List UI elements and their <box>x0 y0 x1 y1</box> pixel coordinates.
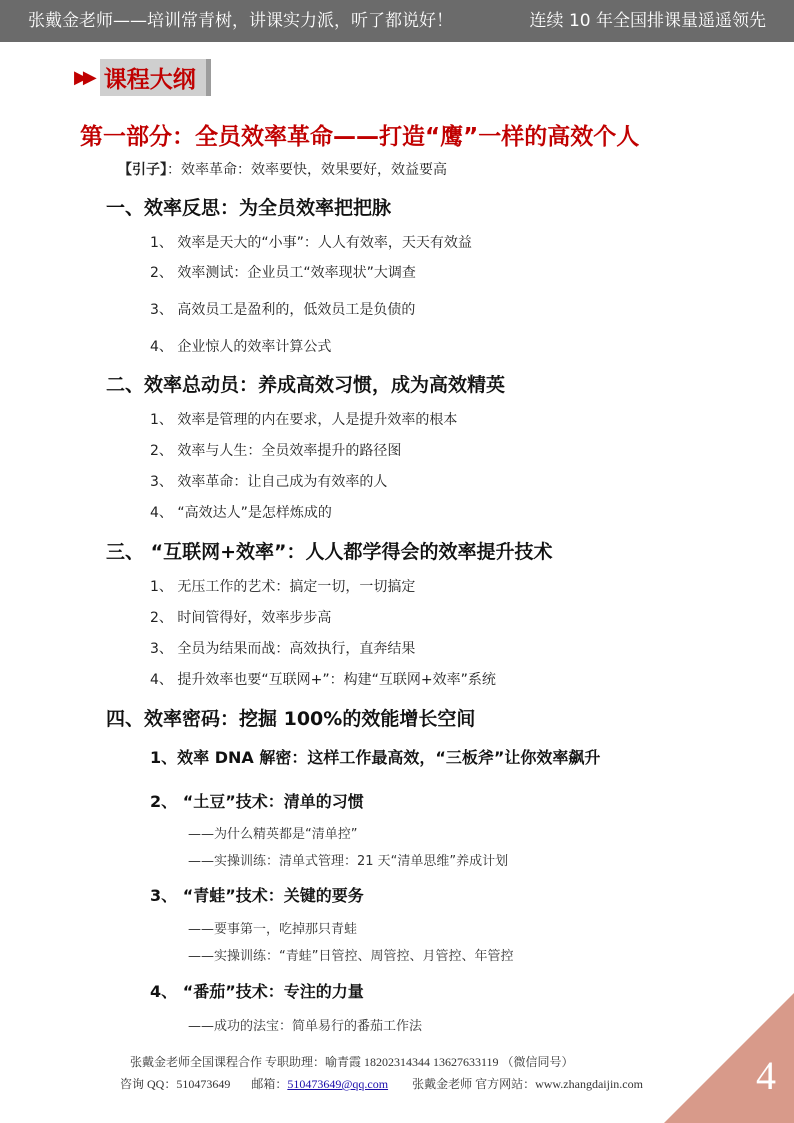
footer-info-line <box>120 1075 643 1092</box>
part-title: 第一部分：全员效率革命——打造“鹰”一样的高效个人 <box>80 124 640 150</box>
list-item: 3、 高效员工是盈利的，低效员工是负债的 <box>150 302 416 318</box>
top-banner <box>0 0 794 42</box>
dash-item: ——实操训练：“青蛙”日管控、周管控、月管控、年管控 <box>188 949 514 964</box>
subheading: 4、 “番茄”技术：专注的力量 <box>150 982 364 1001</box>
list-item: 1、 效率是天大的“小事”：人人有效率，天天有效益 <box>150 235 472 251</box>
intro-label: 【引子】 <box>118 162 167 178</box>
list-item: 4、 提升效率也要“互联网+”：构建“互联网+效率”系统 <box>150 672 496 688</box>
subheading: 2、 “土豆”技术：清单的习惯 <box>150 792 364 811</box>
footer-email-label: 邮箱： <box>251 1077 288 1091</box>
double-arrow-icon: ▶▶ <box>74 66 92 88</box>
dash-item: ——成功的法宝：简单易行的番茄工作法 <box>188 1019 423 1034</box>
list-item: 3、 效率革命：让自己成为有效率的人 <box>150 474 388 490</box>
intro-text: ：效率革命：效率要快，效果要好，效益要高 <box>167 162 447 178</box>
intro-line <box>118 159 447 179</box>
heading-4: 四、效率密码：挖掘 100%的效能增长空间 <box>106 708 476 730</box>
list-item: 2、 时间管得好，效率步步高 <box>150 610 332 626</box>
list-item: 3、 全员为结果而战：高效执行，直奔结果 <box>150 641 416 657</box>
banner-slogan: 张戴金老师——培训常青树，讲课实力派，听了都说好！ <box>28 11 453 31</box>
footer-website: 张戴金老师 官方网站：www.zhangdaijin.com <box>412 1077 643 1091</box>
subheading: 3、 “青蛙”技术：关键的要务 <box>150 886 364 905</box>
list-item: 2、 效率测试：企业员工“效率现状”大调查 <box>150 265 416 281</box>
dash-item: ——要事第一，吃掉那只青蛙 <box>188 922 358 937</box>
list-item: 2、 效率与人生：全员效率提升的路径图 <box>150 443 402 459</box>
page-number: 4 <box>756 1053 776 1098</box>
section-heading <box>74 60 211 94</box>
heading-3: 三、 “互联网+效率”：人人都学得会的效率提升技术 <box>106 541 553 563</box>
dash-item: ——为什么精英都是“清单控” <box>188 827 358 842</box>
list-item: 1、 效率是管理的内在要求，人是提升效率的根本 <box>150 412 458 428</box>
section-title: 课程大纲 <box>100 59 211 96</box>
subheading: 1、效率 DNA 解密：这样工作最高效，“三板斧”让你效率飙升 <box>150 748 601 767</box>
list-item: 4、 企业惊人的效率计算公式 <box>150 339 332 355</box>
heading-2: 二、效率总动员：养成高效习惯，成为高效精英 <box>106 374 506 396</box>
list-item: 1、 无压工作的艺术：搞定一切，一切搞定 <box>150 579 416 595</box>
banner-claim: 连续 10 年全国排课量遥遥领先 <box>529 11 766 31</box>
footer-qq: 咨询 QQ：510473649 <box>120 1077 231 1091</box>
dash-item: ——实操训练：清单式管理：21 天“清单思维”养成计划 <box>188 854 509 869</box>
footer-contact-line: 张戴金老师全国课程合作 专职助理：喻青霞 18202314344 13627633119 （微信同号） <box>130 1055 574 1069</box>
list-item: 4、 “高效达人”是怎样炼成的 <box>150 505 332 521</box>
heading-1: 一、效率反思：为全员效率把把脉 <box>106 197 392 219</box>
email-link[interactable]: 510473649@qq.com <box>287 1077 389 1091</box>
